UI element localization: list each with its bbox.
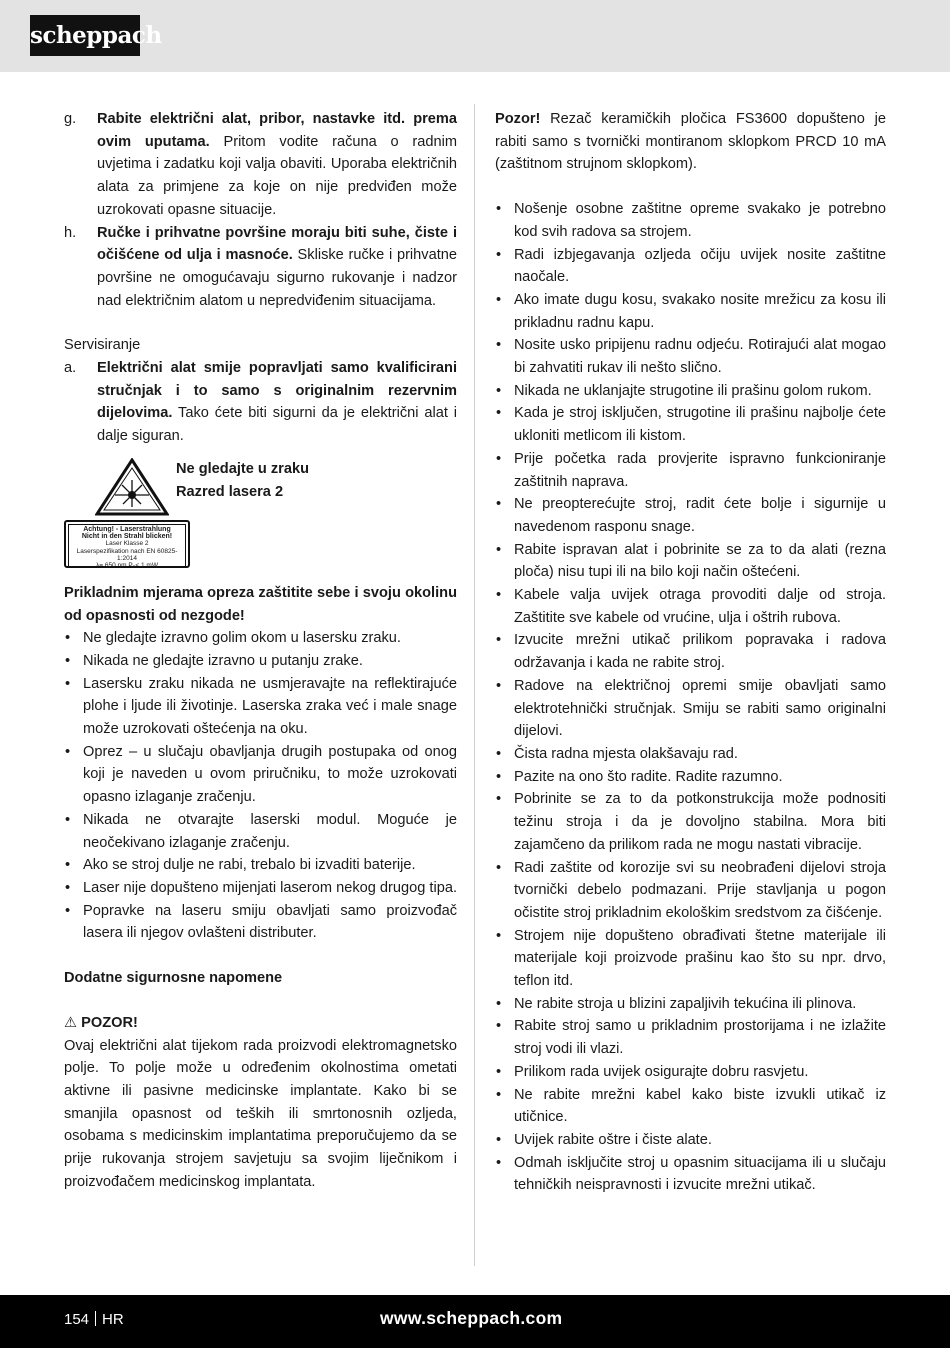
list-item: • Rabite ispravan alat i pobrinite se za to da alati (rezna ploča) nisu tupi ili na bilo koji način oštećeni. bbox=[495, 539, 886, 584]
rule-h bbox=[64, 222, 457, 313]
list-item: • Strojem nije dopušteno obrađivati štetne materijale ili materijale koji proizvode prašinu kao što su npr. drvo, teflon itd. bbox=[495, 925, 886, 993]
list-item: • Popravke na laseru smiju obavljati samo proizvođač lasera ili njegov ovlašteni distributer. bbox=[64, 900, 457, 945]
laser-caption-line1: Ne gledajte u zraku bbox=[176, 460, 310, 477]
list-item: • Ne rabite mrežni kabel kako biste izvukli utikač iz utičnice. bbox=[495, 1084, 886, 1129]
laser-bullet-list bbox=[64, 627, 457, 945]
rule-label: a. bbox=[64, 360, 77, 377]
rule-label: g. bbox=[64, 111, 77, 127]
section-title-servis: Servisiranje bbox=[64, 337, 141, 354]
list-item: • Pazite na ono što radite. Radite razumno. bbox=[495, 766, 886, 789]
list-item: • Radi zaštite od korozije svi su neobrađeni dijelovi stroja tvornički debelo podmazani. Prije stavljanja u pogon očistite stroj prikladnim ekološkim sredstvom za čišćenje. bbox=[495, 857, 886, 925]
list-item: • Prilikom rada uvijek osigurajte dobru rasvjetu. bbox=[495, 1061, 886, 1084]
rule-text bbox=[97, 108, 457, 222]
pozor-label: Pozor! bbox=[495, 111, 541, 127]
rule-normal: Pritom vodite računa o radnim uvjetima i zadatku koji valja obaviti. Uporaba električnih alata za primjene za koje on nije predviđen može uzrokovati opasne situacije. bbox=[97, 133, 457, 218]
laser-warning-icon bbox=[95, 458, 169, 516]
website-url[interactable]: www.scheppach.com bbox=[380, 1308, 563, 1328]
right-column bbox=[495, 108, 886, 1197]
left-column bbox=[64, 108, 457, 1193]
rule-bold: Električni alat smije popravljati samo kvalificirani stručnjak i to samo s originalnim rezervnim dijelovima. bbox=[97, 360, 457, 422]
laser-caption-line2: Razred lasera 2 bbox=[176, 483, 284, 500]
scheppach-logo: scheppach bbox=[30, 15, 140, 56]
list-item: • Nikada ne gledajte izravno u putanju zrake. bbox=[64, 650, 457, 673]
list-item: • Nošenje osobne zaštitne opreme svakako je potrebno kod svih radova sa strojem. bbox=[495, 198, 886, 243]
list-item: • Uvijek rabite oštre i čiste alate. bbox=[495, 1129, 886, 1152]
list-item: • Čista radna mjesta olakšavaju rad. bbox=[495, 743, 886, 766]
page-number-value: 154 bbox=[64, 1311, 90, 1328]
pozor-note-text: Rezač keramičkih pločica FS3600 dopušteno je rabiti samo s tvornički montiranom sklopkom PRCD 10 mA (zaštitnom strujnom sklopkom). bbox=[495, 111, 886, 173]
list-item: • Oprez – u slučaju obavljanja drugih postupaka od onog koji je naveden u ovom priručniku, to može uzrokovati opasno izlaganje zračenju. bbox=[64, 741, 457, 809]
rule-normal: Tako ćete biti sigurni da je električni alat i dalje siguran. bbox=[97, 405, 457, 445]
pozor-heading bbox=[64, 1012, 457, 1035]
list-item: • Prije početka rada provjerite ispravno funkcioniranje zaštitnih naprava. bbox=[495, 448, 886, 493]
list-item: • Kada je stroj isključen, strugotine ili prašinu najbolje ćete ukloniti metlicom ili kistom. bbox=[495, 402, 886, 447]
list-item: • Pobrinite se za to da potkonstrukcija može podnositi težinu stroja i da je dovoljno stabilna. Mora biti zajamčeno da prilikom rada ne mogu nastati vibracije. bbox=[495, 788, 886, 856]
footer-separator bbox=[95, 1311, 96, 1326]
label-line: Laser Klasse 2 bbox=[105, 540, 149, 548]
page-header bbox=[0, 0, 950, 72]
pozor-paragraph: Ovaj električni alat tijekom rada proizvodi elektromagnetsko polje. To polje može u određenim okolnostima ometati aktivne ili pasivne medicinske implantate. Kako bi se smanjila opasnost od teških ili smrtonosnih ozljeda, osobama s medicinskim implantatima preporučujemo da se prije rukovanja strojem savjetuju sa svojim liječnikom i proizvođačem medicinskog implantata. bbox=[64, 1037, 457, 1190]
list-item: • Nikada ne uklanjajte strugotine ili prašinu golom rukom. bbox=[495, 380, 886, 403]
rule-a bbox=[64, 357, 457, 448]
laser-caption bbox=[176, 458, 309, 504]
list-item: • Ako se stroj dulje ne rabi, trebalo bi izvaditi baterije. bbox=[64, 854, 457, 877]
page-footer bbox=[0, 1295, 950, 1348]
list-item: • Izvucite mrežni utikač prilikom popravaka i radova održavanja i kada ne rabite stroj. bbox=[495, 629, 886, 674]
label-line: Laserspezifikation nach EN 60825-1:2014 bbox=[76, 547, 178, 563]
list-item: • Kabele valja uvijek otraga provoditi dalje od stroja. Zaštitite sve kabele od vrućine, ulja i oštrih rubova. bbox=[495, 584, 886, 629]
laser-label-sticker bbox=[64, 520, 190, 568]
pozor-title: POZOR! bbox=[81, 1014, 138, 1031]
list-item: • Nikada ne otvarajte laserski modul. Moguće je neočekivano izlaganje zračenju. bbox=[64, 809, 457, 854]
rule-bold: Ručke i prihvatne površine moraju biti suhe, čiste i očišćene od ulja i masnoće. bbox=[97, 224, 457, 264]
list-item: • Nosite usko pripijenu radnu odjeću. Rotirajući alat mogao bi zahvatiti rukav ili nešto slično. bbox=[495, 334, 886, 379]
safety-bullet-list bbox=[495, 198, 886, 1197]
page-number bbox=[64, 1311, 124, 1328]
list-item: • Odmah isključite stroj u opasnim situacijama ili u slučaju tehničkih neispravnosti i izvucite mrežni utikač. bbox=[495, 1152, 886, 1197]
list-item: • Ne gledajte izravno golim okom u lasersku zraku. bbox=[64, 627, 457, 650]
list-item: • Ne preopterećujte stroj, radit ćete bolje i sigurnije u navedenom rasponu snage. bbox=[495, 493, 886, 538]
list-item: • Lasersku zraku nikada ne usmjeravajte na reflektirajuće plohe i ljude ili životinje. Laserska zraka već i male snage može uzrokovati oštećenja na oku. bbox=[64, 673, 457, 741]
warning-icon: ⚠ bbox=[64, 1014, 78, 1031]
list-item: • Radi izbjegavanja ozljeda očiju uvijek nosite zaštitne naočale. bbox=[495, 244, 886, 289]
language-code: HR bbox=[102, 1311, 124, 1328]
rule-text bbox=[97, 222, 457, 313]
laser-warning-block bbox=[64, 458, 457, 576]
rule-label: h. bbox=[64, 224, 77, 241]
list-item: • Rabite stroj samo u prikladnim prostorijama i ne izlažite stroj vodi ili vlazi. bbox=[495, 1015, 886, 1060]
rule-normal: Skliske ručke i prihvatne površine ne omogućavaju sigurno rukovanje i nadzor nad električnim alatom u nepredviđenim situacijama. bbox=[97, 247, 457, 309]
label-line: λ= 650 nm P₀< 1 mW bbox=[96, 562, 158, 570]
label-line: Achtung! - Laserstrahlung bbox=[83, 525, 171, 533]
rule-g bbox=[64, 108, 457, 222]
label-line: Nicht in den Strahl blicken! bbox=[81, 533, 173, 541]
list-item: • Ne rabite stroja u blizini zapaljivih tekućina ili plinova. bbox=[495, 993, 886, 1016]
section-title-extra: Dodatne sigurnosne napomene bbox=[64, 970, 283, 987]
pozor-note bbox=[495, 108, 886, 176]
rule-bold: Rabite električni alat, pribor, nastavke itd. prema ovim uputama. bbox=[97, 111, 457, 150]
list-item: • Radove na električnoj opremi smije obavljati samo elektrotehnički stručnjak. Smiju se rabiti samo originalni dijelovi. bbox=[495, 675, 886, 743]
protect-heading: Prikladnim mjerama opreza zaštitite sebe i svoju okolinu od opasnosti od nezgode! bbox=[64, 584, 457, 624]
list-item: • Laser nije dopušteno mijenjati laserom nekog drugog tipa. bbox=[64, 877, 457, 900]
rule-text bbox=[97, 357, 457, 448]
column-divider bbox=[474, 104, 475, 1266]
list-item: • Ako imate dugu kosu, svakako nosite mrežicu za kosu ili prikladnu radnu kapu. bbox=[495, 289, 886, 334]
